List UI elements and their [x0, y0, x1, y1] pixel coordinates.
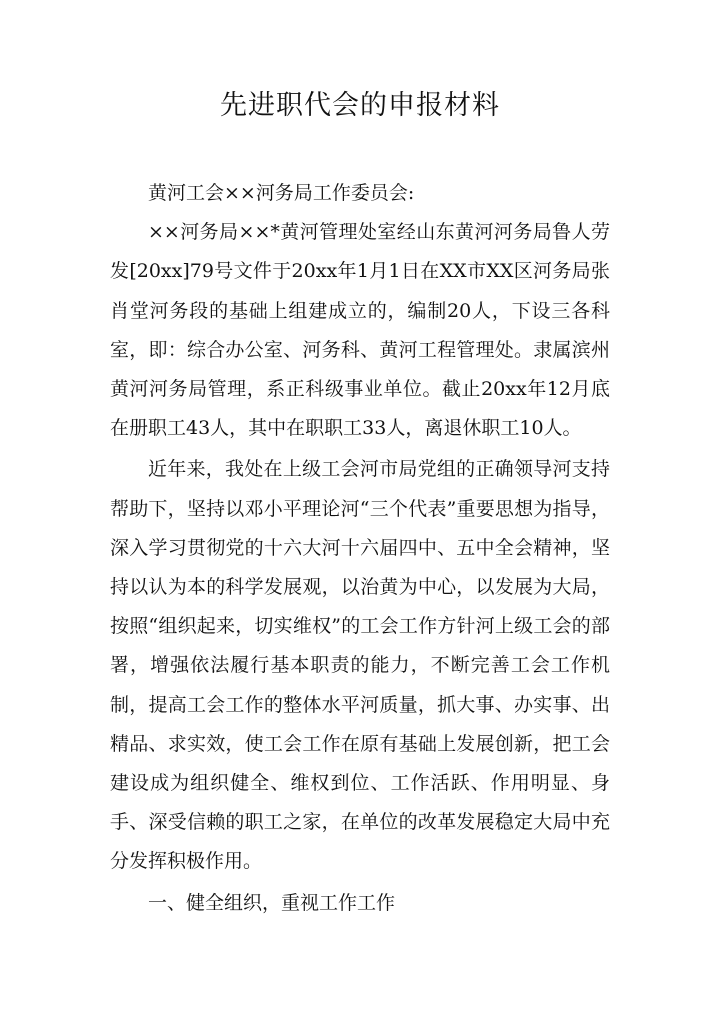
paragraph-intro: ××河务局××*黄河管理处室经山东黄河河务局鲁人劳发[20xx]79号文件于20xx年1月1日在XX市XX区河务局张肖堂河务段的基础上组建成立的，编制20人，下设三各科室，即：综合办公室、河务科、黄河工程管理处。隶属滨州黄河河务局管理，系正科级事业单位。截止20xx年12月底在册职工43人，其中在职职工33人，离退休职工10人。: [110, 221, 610, 440]
document-body: [110, 174, 610, 923]
greeting-line: 黄河工会××河务局工作委员会:: [148, 182, 415, 204]
document-title: 先进职代会的申报材料: [220, 90, 500, 121]
section-heading: 一、健全组织，重视工作工作: [148, 891, 396, 914]
paragraph-recent-work: 近年来，我处在上级工会河市局党组的正确领导河支持帮助下，坚持以邓小平理论河“三个代表”重要思想为指导，深入学习贯彻党的十六大河十六届四中、五中全会精神，坚持以认为本的科学发展观，以治黄为中心，以发展为大局，按照“组织起来，切实维权”的工会工作方针河上级工会的部署，增强依法履行基本职责的能力，不断完善工会工作机制，提高工会工作的整体水平河质量，抓大事、办实事、出精品、求实效，使工会工作在原有基础上发展创新，把工会建设成为组织健全、维权到位、工作活跃、作用明显、身手、深受信赖的职工之家，在单位的改革发展稳定大局中充分发挥积极作用。: [110, 458, 610, 873]
